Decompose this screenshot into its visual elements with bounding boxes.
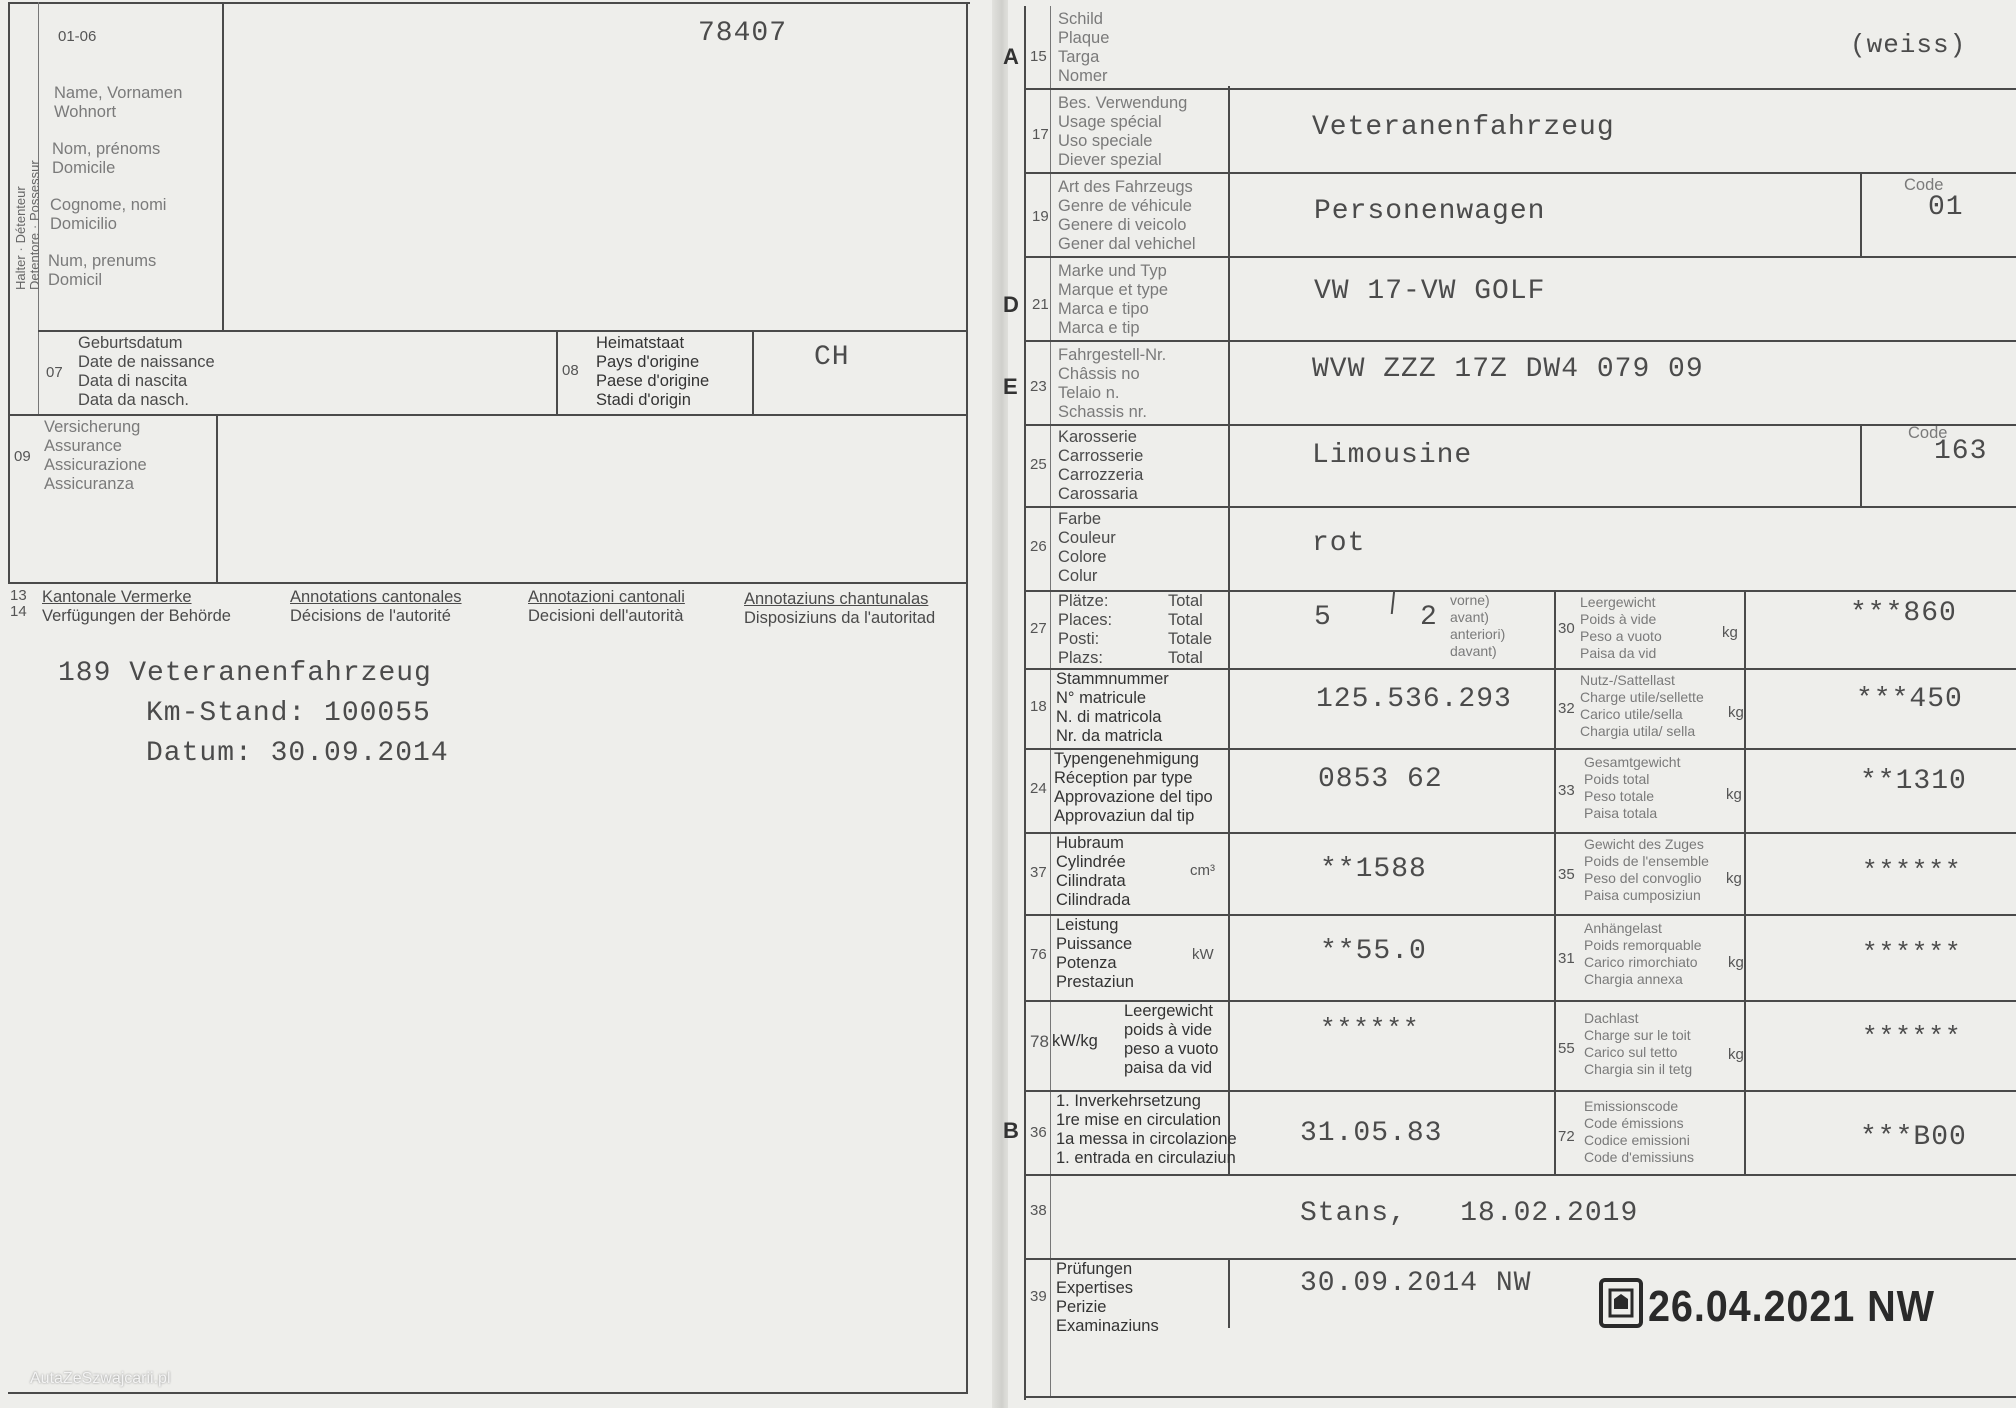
f39-rm: Examinaziuns (1056, 1317, 1159, 1335)
f27-fr: Places: (1058, 611, 1113, 629)
code-divider-19 (1860, 172, 1862, 256)
field-24-value: 0853 62 (1318, 764, 1443, 795)
f55-it: Carico sul tetto (1584, 1044, 1678, 1060)
field-55-unit: kg (1728, 1046, 1744, 1063)
f35-rm: Paisa cumposiziun (1584, 887, 1701, 903)
name-it-1: Cognome, nomi (50, 196, 167, 214)
f21-de: Marke und Typ (1058, 262, 1167, 280)
remark-line-1: 189 Veteranenfahrzeug (58, 658, 432, 689)
field-19-value: Personenwagen (1314, 196, 1546, 227)
f35-fr: Poids de l'ensemble (1584, 853, 1709, 869)
annot-header-de: Kantonale Vermerke (42, 588, 192, 606)
field-72-value: ***B00 (1860, 1122, 1967, 1153)
row-line-38 (1024, 1174, 2016, 1176)
watermark: AutaZeSzwajcarii.pl (30, 1370, 171, 1387)
form-code: 01-06 (58, 28, 97, 45)
row-line-23 (1024, 340, 2016, 342)
field-33-number: 33 (1558, 782, 1575, 799)
f25-fr: Carrosserie (1058, 447, 1144, 465)
field-21-value: VW 17-VW GOLF (1314, 276, 1546, 307)
f78-rm: paisa da vid (1124, 1059, 1213, 1077)
f33-it: Peso totale (1584, 788, 1655, 804)
f19-rm: Gener dal vehichel (1058, 235, 1196, 253)
f27-total-fr: Total (1168, 611, 1203, 629)
field-17-value: Veteranenfahrzeug (1312, 112, 1615, 143)
annot-header-it: Annotazioni cantonali (528, 588, 685, 606)
f33-fr: Poids total (1584, 771, 1650, 787)
left-outer-border (8, 2, 10, 582)
field-17-number: 17 (1032, 126, 1049, 143)
f36-fr: 1re mise en circulation (1056, 1111, 1222, 1129)
field-09-labels (44, 418, 147, 494)
f33-de: Gesamtgewicht (1584, 754, 1681, 770)
field-18-labels (1056, 670, 1169, 746)
field-27-total: 5 (1314, 602, 1332, 633)
f26-fr: Couleur (1058, 529, 1116, 547)
name-rm-2: Domicil (48, 271, 103, 289)
f26-de: Farbe (1058, 510, 1102, 528)
f09-de: Versicherung (44, 418, 141, 436)
f35-it: Peso del convoglio (1584, 870, 1702, 886)
row-line-18 (1024, 668, 2016, 670)
f55-fr: Charge sur le toit (1584, 1027, 1691, 1043)
field-18-number: 18 (1030, 698, 1047, 715)
field-35-value: ****** (1862, 856, 1962, 886)
f72-de: Emissionscode (1584, 1098, 1679, 1114)
field-37-labels (1056, 834, 1130, 910)
f18-rm: Nr. da matricla (1056, 727, 1163, 745)
field-21-labels (1058, 262, 1168, 338)
f08-rm: Stadi d'origin (596, 391, 691, 409)
field-08-number: 08 (562, 362, 579, 379)
holder-de: Halter (13, 255, 28, 290)
f27-it: Posti: (1058, 630, 1100, 648)
annot-col-it (528, 588, 685, 626)
field-23-value: WVW ZZZ 17Z DW4 079 09 (1312, 354, 1704, 385)
field-38-value: Stans, 18.02.2019 (1300, 1198, 1639, 1229)
field-76-unit: kW (1192, 946, 1214, 963)
f30-rm: Paisa da vid (1580, 645, 1657, 661)
f36-de: 1. Inverkehrsetzung (1056, 1092, 1201, 1110)
field-15-value: (weiss) (1850, 30, 1967, 60)
field-55-value: ****** (1862, 1022, 1962, 1052)
field-55-labels (1584, 1010, 1692, 1078)
row-line-26 (1024, 506, 2016, 508)
weights-divider-right (1744, 590, 1746, 1174)
f76-rm: Prestaziun (1056, 973, 1134, 991)
field-19-code-label: Code (1904, 176, 1944, 194)
f24-de: Typengenehmigung (1054, 750, 1199, 768)
label-column-divider-39 (1228, 1258, 1230, 1328)
f09-it: Assicurazione (44, 456, 147, 474)
f27-front-rm: davant) (1450, 643, 1497, 659)
field-36-labels (1056, 1092, 1237, 1168)
field-33-value: **1310 (1860, 766, 1967, 797)
row-line-39 (1024, 1258, 2016, 1260)
f08-it: Paese d'origine (596, 372, 710, 390)
f24-rm: Approvaziun dal tip (1054, 807, 1195, 825)
f35-de: Gewicht des Zuges (1584, 836, 1704, 852)
f27-total-it: Totale (1168, 630, 1213, 648)
field-72-number: 72 (1558, 1128, 1575, 1145)
field-37-value: **1588 (1320, 854, 1427, 885)
field-17-labels (1058, 94, 1187, 170)
code-divider-25 (1860, 424, 1862, 506)
field-35-unit: kg (1726, 870, 1742, 887)
field-78-prefix: kW/kg (1052, 1032, 1098, 1050)
f07-it: Data di nascita (78, 372, 188, 390)
f31-de: Anhängelast (1584, 920, 1662, 936)
field-76-value: **55.0 (1320, 936, 1427, 967)
name-label-divider (222, 2, 224, 330)
holder-it: Detentore (27, 232, 42, 290)
f23-rm: Schassis nr. (1058, 403, 1147, 421)
name-it-2: Domicilio (50, 215, 117, 233)
field-32-value: ***450 (1856, 684, 1963, 715)
field-19-code: 01 (1928, 192, 1964, 223)
annot-col-de (42, 588, 231, 626)
f32-rm: Chargia utila/ sella (1580, 723, 1696, 739)
name-label-rm (48, 252, 156, 290)
f18-fr: N° matricule (1056, 689, 1147, 707)
name-label-de (54, 84, 182, 122)
row-line-25 (1024, 424, 2016, 426)
f72-it: Codice emissioni (1584, 1132, 1690, 1148)
field-35-number: 35 (1558, 866, 1575, 883)
f07-de: Geburtsdatum (78, 334, 183, 352)
field-76-number: 76 (1030, 946, 1047, 963)
f37-it: Cilindrata (1056, 872, 1126, 890)
row-line-19 (1024, 172, 2016, 174)
field-27-total-labels (1168, 592, 1212, 668)
f25-rm: Carossaria (1058, 485, 1138, 503)
f13-number: 13 (10, 587, 27, 604)
field-15-labels (1058, 10, 1109, 86)
f39-fr: Expertises (1056, 1279, 1134, 1297)
f17-de: Bes. Verwendung (1058, 94, 1188, 112)
f78-de: Leergewicht (1124, 1002, 1213, 1020)
f37-rm: Cilindrada (1056, 891, 1131, 909)
f27-rm: Plazs: (1058, 649, 1103, 667)
field-25-value: Limousine (1312, 440, 1473, 471)
field-25-number: 25 (1030, 456, 1047, 473)
field-76-labels (1056, 916, 1134, 992)
f36-rm: 1. entrada en circulaziun (1056, 1149, 1236, 1167)
field-26-labels (1058, 510, 1116, 586)
field-07-number: 07 (46, 364, 63, 381)
field-39-labels (1056, 1260, 1159, 1336)
row-line-17 (1024, 88, 2016, 90)
name-label-fr (52, 140, 160, 178)
f23-de: Fahrgestell-Nr. (1058, 346, 1167, 364)
f39-it: Perizie (1056, 1298, 1107, 1316)
field-26-number: 26 (1030, 538, 1047, 555)
field-31-number: 31 (1558, 950, 1575, 967)
f21-it: Marca e tipo (1058, 300, 1149, 318)
f55-de: Dachlast (1584, 1010, 1639, 1026)
f32-it: Carico utile/sella (1580, 706, 1683, 722)
right-bottom-border (1024, 1396, 2016, 1398)
holder-rm: Possessur (27, 160, 42, 221)
f32-fr: Charge utile/sellette (1580, 689, 1704, 705)
annot-col-fr (290, 588, 462, 626)
f07-fr: Date de naissance (78, 353, 215, 371)
field-35-labels (1584, 836, 1709, 904)
remark-line-3: Datum: 30.09.2014 (146, 738, 449, 769)
holder-fr: Détenteur (13, 186, 28, 244)
f26-it: Colore (1058, 548, 1107, 566)
divider-08-value (752, 330, 754, 414)
f24-it: Approvazione del tipo (1054, 788, 1213, 806)
field-37-number: 37 (1030, 864, 1047, 881)
f27-front-de: vorne) (1450, 592, 1490, 608)
field-23-labels (1058, 346, 1166, 422)
number-column-divider (1050, 6, 1051, 1396)
f15-fr: Plaque (1058, 29, 1110, 47)
f25-it: Carrozzeria (1058, 466, 1144, 484)
field-32-unit: kg (1728, 704, 1744, 721)
field-08-labels (596, 334, 709, 410)
field-27-labels (1058, 592, 1112, 668)
f76-de: Leistung (1056, 916, 1119, 934)
field-39-number: 39 (1030, 1288, 1047, 1305)
field-25-code-label: Code (1908, 424, 1948, 442)
field-30-unit: kg (1722, 624, 1738, 641)
field-27-number: 27 (1030, 620, 1047, 637)
f30-it: Peso a vuoto (1580, 628, 1662, 644)
field-27-front-labels (1450, 592, 1505, 660)
f30-fr: Poids à vide (1580, 611, 1657, 627)
f09-rm: Assicuranza (44, 475, 134, 493)
name-de-1: Name, Vornamen (54, 84, 183, 102)
f76-it: Potenza (1056, 954, 1117, 972)
field-25-code: 163 (1934, 436, 1988, 467)
line-09 (8, 414, 968, 416)
row-line-37 (1024, 832, 2016, 834)
left-bottom-border (8, 1392, 968, 1394)
f23-it: Telaio n. (1058, 384, 1120, 402)
f15-rm: Nomer (1058, 67, 1108, 85)
remark-line-2: Km-Stand: 100055 (146, 698, 431, 729)
field-21-number: 21 (1032, 296, 1049, 313)
name-de-2: Wohnort (54, 103, 117, 121)
holder-vertical-label-2: Detentore · Possessur (26, 160, 42, 290)
f26-rm: Colur (1058, 567, 1098, 585)
f14-number: 14 (10, 603, 27, 620)
f55-rm: Chargia sin il tetg (1584, 1061, 1693, 1077)
f30-de: Leergewicht (1580, 594, 1656, 610)
field-07-labels (78, 334, 215, 410)
f31-fr: Poids remorquable (1584, 937, 1702, 953)
field-26-value: rot (1312, 528, 1366, 559)
field-19-number: 19 (1032, 208, 1049, 225)
f08-fr: Pays d'origine (596, 353, 700, 371)
f25-de: Karosserie (1058, 428, 1137, 446)
inspection-stamp: 26.04.2021 NW (1648, 1282, 1935, 1331)
field-36-number: 36 (1030, 1124, 1047, 1141)
f39-de: Prüfungen (1056, 1260, 1133, 1278)
field-19-labels (1058, 178, 1196, 254)
name-rm-1: Num, prenums (48, 252, 157, 270)
field-38-number: 38 (1030, 1202, 1047, 1219)
f21-rm: Marca e tip (1058, 319, 1140, 337)
name-fr-2: Domicile (52, 159, 116, 177)
field-30-labels (1580, 594, 1662, 662)
f37-de: Hubraum (1056, 834, 1124, 852)
name-label-it (50, 196, 166, 234)
f27-total-rm: Total (1168, 649, 1203, 667)
field-09-number: 09 (14, 448, 31, 465)
row-line-21 (1024, 256, 2016, 258)
annot-col-rm (744, 590, 935, 628)
f33-rm: Paisa totala (1584, 805, 1658, 821)
f72-fr: Code émissions (1584, 1115, 1684, 1131)
f32-de: Nutz-/Sattellast (1580, 672, 1675, 688)
divider-09 (216, 414, 218, 582)
field-08-value: CH (814, 342, 850, 373)
field-78-number: 78 (1030, 1032, 1049, 1051)
holder-vertical-label: Halter · Détenteur (12, 186, 28, 290)
f23-fr: Châssis no (1058, 365, 1140, 383)
f27-front-fr: avant) (1450, 609, 1489, 625)
field-24-number: 24 (1030, 780, 1047, 797)
label-column-divider (1228, 86, 1230, 1174)
f19-fr: Genre de véhicule (1058, 197, 1192, 215)
left-top-border (8, 2, 970, 4)
field-27-front: 2 (1420, 602, 1438, 633)
f07-rm: Data da nasch. (78, 391, 189, 409)
field-31-unit: kg (1728, 954, 1744, 971)
line-07 (38, 330, 968, 332)
f37-fr: Cylindrée (1056, 853, 1126, 871)
annot-header-fr: Annotations cantonales (290, 588, 462, 606)
annot-sub-de: Verfügungen der Behörde (42, 607, 231, 625)
field-78-value: ****** (1320, 1014, 1420, 1044)
f27-de: Plätze: (1058, 592, 1109, 610)
f27-total-de: Total (1168, 592, 1203, 610)
field-33-labels (1584, 754, 1680, 822)
field-55-number: 55 (1558, 1040, 1575, 1057)
f19-it: Genere di veicolo (1058, 216, 1187, 234)
field-36-value: 31.05.83 (1300, 1118, 1443, 1149)
annot-sub-rm: Disposiziuns da l'autoritad (744, 609, 936, 627)
row-line-76 (1024, 914, 2016, 916)
canton-stamp-icon (1598, 1277, 1644, 1329)
field-32-number: 32 (1558, 700, 1575, 717)
f15-it: Targa (1058, 48, 1100, 66)
f21-fr: Marque et type (1058, 281, 1169, 299)
field-18-value: 125.536.293 (1316, 684, 1512, 715)
field-72-labels (1584, 1098, 1694, 1166)
f72-rm: Code d'emissiuns (1584, 1149, 1695, 1165)
weights-divider-left (1554, 590, 1556, 1174)
field-37-unit: cm³ (1190, 862, 1215, 879)
f78-it: peso a vuoto (1124, 1040, 1219, 1058)
f78-fr: poids à vide (1124, 1021, 1213, 1039)
field-25-labels (1058, 428, 1143, 504)
divider-08 (556, 330, 558, 414)
f24-fr: Réception par type (1054, 769, 1193, 787)
line-13 (8, 582, 968, 584)
field-23-number: 23 (1030, 378, 1047, 395)
field-24-labels (1054, 750, 1213, 826)
field-33-unit: kg (1726, 786, 1742, 803)
f27-front-it: anteriori) (1450, 626, 1506, 642)
letter-e: E (1003, 374, 1018, 399)
annot-header-rm: Annotaziuns chantunalas (744, 590, 929, 608)
f31-it: Carico rimorchiato (1584, 954, 1698, 970)
field-30-value: ***860 (1850, 598, 1957, 629)
name-fr-1: Nom, prénoms (52, 140, 161, 158)
field-31-labels (1584, 920, 1702, 988)
f08-de: Heimatstaat (596, 334, 685, 352)
right-edge-border (966, 2, 968, 1394)
right-left-border (1024, 6, 1026, 1400)
f19-de: Art des Fahrzeugs (1058, 178, 1193, 196)
letter-b: B (1003, 1118, 1019, 1143)
field-32-labels (1580, 672, 1704, 740)
field-31-value: ****** (1862, 938, 1962, 968)
field-13-14-numbers (10, 588, 27, 620)
document-number: 78407 (698, 18, 788, 49)
letter-d: D (1003, 292, 1019, 317)
f17-rm: Diever spezial (1058, 151, 1162, 169)
field-30-number: 30 (1558, 620, 1575, 637)
f31-rm: Chargia annexa (1584, 971, 1683, 987)
letter-a: A (1003, 44, 1019, 69)
f09-fr: Assurance (44, 437, 122, 455)
field-78-labels (1124, 1002, 1219, 1078)
f18-de: Stammnummer (1056, 670, 1169, 688)
f36-it: 1a messa in circolazione (1056, 1130, 1237, 1148)
field-15-number: 15 (1030, 48, 1047, 65)
field-39-value: 30.09.2014 NW (1300, 1268, 1532, 1299)
f18-it: N. di matricola (1056, 708, 1162, 726)
f15-de: Schild (1058, 10, 1103, 28)
f76-fr: Puissance (1056, 935, 1133, 953)
f17-it: Uso speciale (1058, 132, 1153, 150)
f17-fr: Usage spécial (1058, 113, 1162, 131)
annot-sub-fr: Décisions de l'autorité (290, 607, 451, 625)
annot-sub-it: Decisioni dell'autorità (528, 607, 684, 625)
